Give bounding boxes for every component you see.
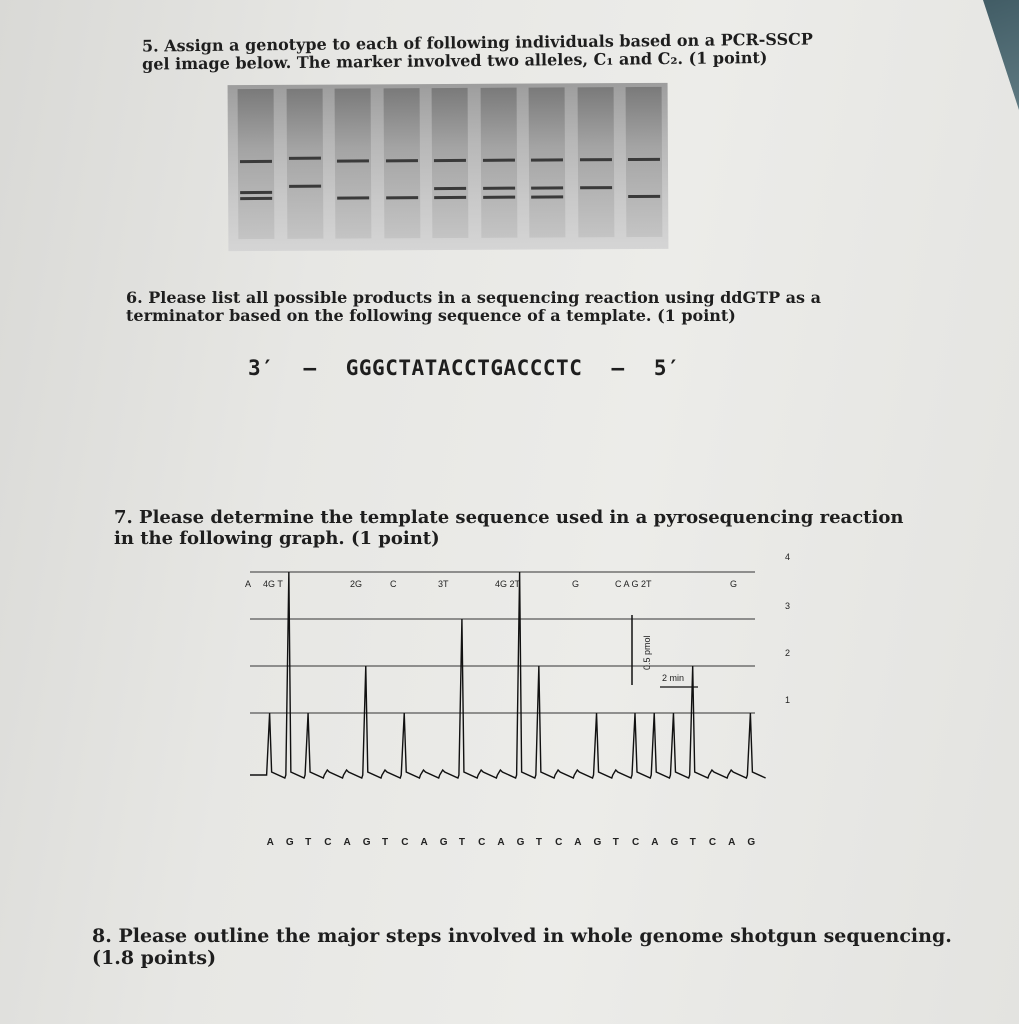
dispensation-label: G bbox=[593, 837, 602, 848]
dispensation-label: T bbox=[535, 837, 542, 848]
gel-band bbox=[531, 186, 563, 189]
dispensation-label: A bbox=[420, 837, 428, 848]
dispensation-label: A bbox=[728, 837, 736, 848]
sequence-dash: – bbox=[303, 356, 317, 380]
top-peak-label: 4G 2T bbox=[495, 579, 521, 589]
gel-band bbox=[483, 187, 515, 190]
gel-band bbox=[386, 196, 418, 199]
gel-lane bbox=[383, 88, 420, 238]
dispensation-label: T bbox=[305, 837, 312, 848]
dispensation-label: G bbox=[285, 837, 294, 848]
dispensation-label: C bbox=[478, 837, 486, 848]
y-tick-label: 2 bbox=[785, 648, 791, 658]
question-7: 7. Please determine the template sequence used in a pyrosequencing reaction in the following graph. (1 point) bbox=[114, 507, 904, 549]
question-6: 6. Please list all possible products in a sequencing reaction using ddGTP as a terminator based on the following sequence of a template. (1 point) bbox=[126, 288, 821, 326]
gel-band bbox=[240, 159, 272, 162]
gel-lane bbox=[238, 89, 275, 239]
gel-band bbox=[289, 185, 321, 188]
top-peak-label: 2G bbox=[350, 579, 363, 589]
gel-band bbox=[483, 196, 515, 199]
time-bar-label: 2 min bbox=[662, 673, 685, 683]
gel-lane bbox=[529, 87, 566, 237]
gel-band bbox=[240, 197, 272, 200]
gel-band bbox=[434, 158, 466, 161]
y-tick-label: 4 bbox=[785, 552, 791, 562]
pyrogram-chart bbox=[230, 552, 791, 865]
background-edge bbox=[959, 0, 1019, 110]
gel-band bbox=[288, 156, 320, 159]
gel-band bbox=[240, 191, 272, 194]
pyrogram-trace bbox=[250, 572, 766, 778]
sscp-gel-image bbox=[228, 83, 669, 251]
gel-band bbox=[531, 158, 563, 161]
gel-lane bbox=[480, 88, 517, 238]
gel-band bbox=[579, 158, 611, 161]
gel-band bbox=[482, 158, 514, 161]
gel-band bbox=[385, 159, 417, 162]
top-peak-label: C bbox=[390, 579, 397, 589]
gel-band bbox=[337, 196, 369, 199]
gel-band bbox=[434, 196, 466, 199]
question-8: 8. Please outline the major steps involved in whole genome shotgun sequencing. (1.8 points) bbox=[92, 925, 952, 969]
dispensation-label: C bbox=[324, 837, 332, 848]
top-peak-label: 3T bbox=[438, 579, 449, 589]
gel-band bbox=[434, 187, 466, 190]
dispensation-label: T bbox=[612, 837, 619, 848]
question-5: 5. Assign a genotype to each of following individuals based on a PCR-SSCP gel image below. The marker involved two alleles, C₁ and C₂. (1 point) bbox=[141, 29, 813, 74]
gel-lane bbox=[286, 89, 323, 239]
dispensation-label: G bbox=[516, 837, 525, 848]
top-peak-label: A bbox=[245, 579, 252, 589]
gel-band bbox=[531, 195, 563, 198]
sequence-3-prime: 3′ bbox=[248, 356, 275, 380]
dispensation-label: T bbox=[382, 837, 389, 848]
gel-band bbox=[628, 157, 660, 160]
sequence-bases: GGGCTATACCTGACCCTC bbox=[345, 356, 583, 380]
dispensation-label: C bbox=[401, 837, 409, 848]
dispensation-label: C bbox=[708, 837, 717, 848]
dispensation-label: A bbox=[497, 837, 505, 848]
gel-lane bbox=[626, 87, 663, 237]
gel-lane bbox=[432, 88, 469, 238]
gel-band bbox=[337, 159, 369, 162]
gel-band bbox=[580, 186, 612, 189]
top-peak-label: C A G 2T bbox=[615, 579, 652, 589]
y-tick-label: 1 bbox=[785, 695, 791, 705]
dispensation-label: G bbox=[670, 837, 679, 848]
sequence-5-prime: 5′ bbox=[653, 356, 681, 380]
dispensation-label: G bbox=[747, 837, 756, 848]
dispensation-label: A bbox=[343, 837, 351, 848]
top-peak-label: 4G T bbox=[263, 579, 283, 589]
dispensation-label: A bbox=[266, 837, 274, 848]
dispensation-label: C bbox=[632, 837, 640, 848]
dispensation-label: T bbox=[689, 837, 696, 848]
dispensation-label: A bbox=[574, 837, 582, 848]
template-sequence bbox=[248, 356, 696, 380]
dispensation-label: G bbox=[362, 837, 371, 848]
dispensation-label: C bbox=[555, 837, 563, 848]
sequence-dash: – bbox=[611, 356, 625, 380]
gel-band bbox=[628, 195, 660, 198]
gel-lane bbox=[577, 87, 614, 237]
scale-bar-label: 0.5 pmol bbox=[642, 635, 652, 670]
top-peak-label: G bbox=[730, 579, 738, 589]
dispensation-label: G bbox=[439, 837, 448, 848]
dispensation-label: A bbox=[651, 837, 659, 848]
top-peak-label: G bbox=[572, 579, 580, 589]
dispensation-label: T bbox=[458, 837, 466, 848]
y-tick-label: 3 bbox=[785, 601, 791, 611]
gel-lane bbox=[335, 88, 372, 238]
